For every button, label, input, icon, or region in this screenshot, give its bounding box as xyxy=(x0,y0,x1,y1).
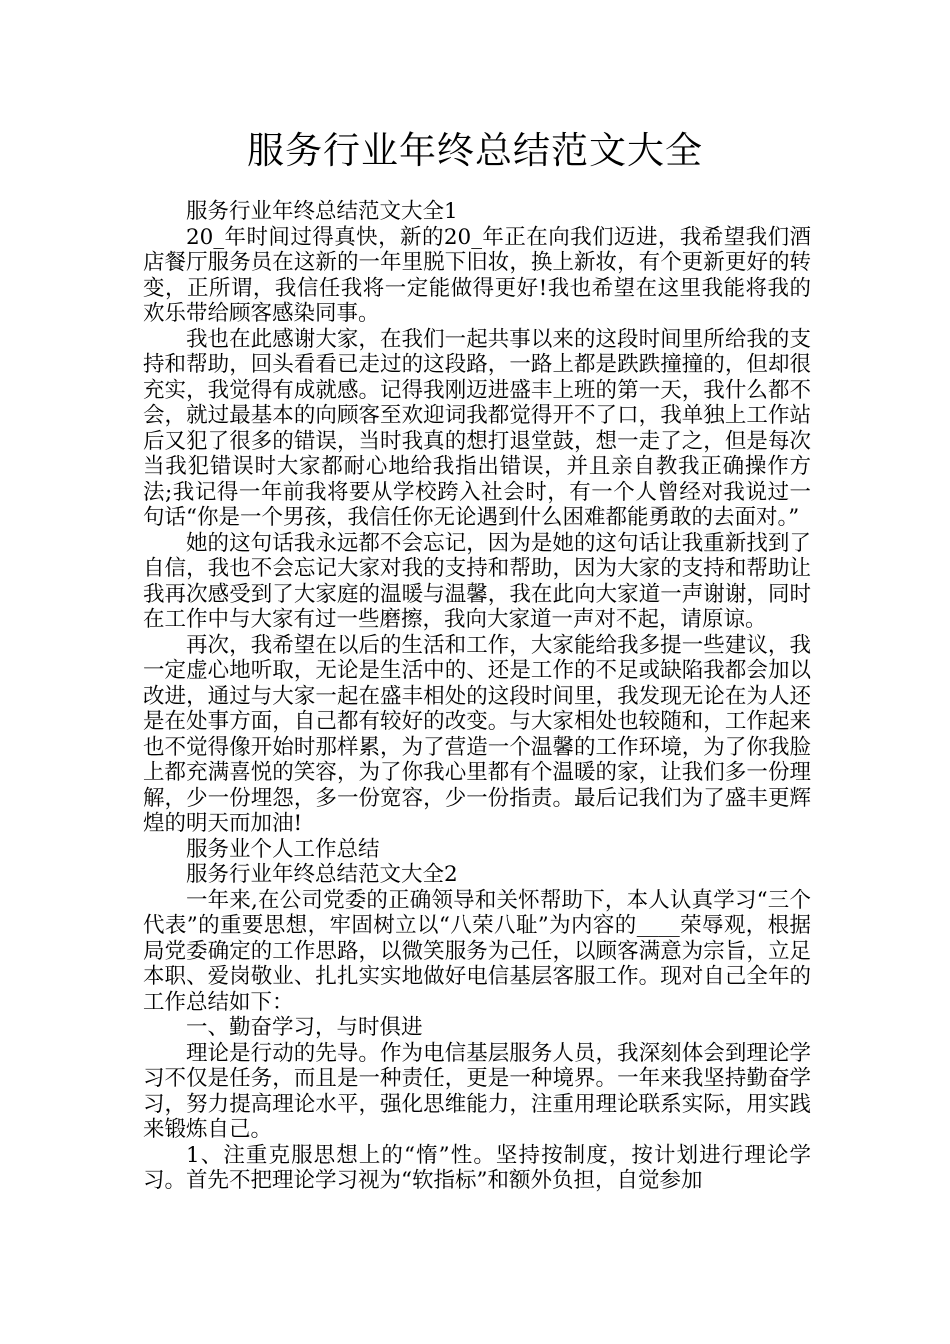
paragraph: 我也在此感谢大家，在我们一起共事以来的这段时间里所给我的支持和帮助，回头看看已走过的这段路，一路上都是跌跌撞撞的，但却很充实，我觉得有成就感。记得我刚迈进盛丰上班的第一天，我什么都不会，就过最基本的向顾客至欢迎词我都觉得开不了口，我单独上工作站后又犯了很多的错误，当时我真的想打退堂鼓，想一走了之，但是每次当我犯错误时大家都耐心地给我指出错误，并且亲自教我正确操作方法;我记得一年前我将要从学校跨入社会时，有一个人曾经对我说过一句话“你是一个男孩，我信任你无论遇到什么困难都能勇敢的去面对。” xyxy=(143,326,811,530)
paragraph: 20_年时间过得真快，新的20_年正在向我们迈进，我希望我们酒店餐厅服务员在这新的一年里脱下旧妆，换上新妆，有个更新更好的转变，正所谓，我信任我将一定能做得更好!我也希望在这里我能将我的欢乐带给顾客感染同事。 xyxy=(143,224,811,326)
subheading: 一、勤奋学习，与时俱进 xyxy=(186,1015,423,1040)
paragraph: 她的这句话我永远都不会忘记，因为是她的这句话让我重新找到了自信，我也不会忘记大家对我的支持和帮助，因为大家的支持和帮助让我再次感受到了大家庭的温暖与温馨，我在此向大家道一声谢谢，同时在工作中与大家有过一些磨擦，我向大家道一声对不起，请原谅。 xyxy=(143,530,811,632)
paragraph: 一年来,在公司党委的正确领导和关怀帮助下，本人认真学习“三个代表”的重要思想，牢固树立以“八荣八耻”为内容的____荣辱观，根据局党委确定的工作思路，以微笑服务为己任，以顾客满意为宗旨，立足本职、爱岗敬业、扎扎实实地做好电信基层客服工作。现对自己全年的工作总结如下： xyxy=(143,887,811,1015)
section-heading-1: 服务行业年终总结范文大全1 xyxy=(186,199,458,224)
paragraph: 1、注重克服思想上的“惰”性。坚持按制度，按计划进行理论学习。首先不把理论学习视为“软指标”和额外负担，自觉参加 xyxy=(143,1142,811,1193)
subheading: 服务业个人工作总结 xyxy=(186,836,380,862)
document-body xyxy=(143,199,811,1194)
section-heading-2: 服务行业年终总结范文大全2 xyxy=(186,862,458,887)
paragraph: 再次，我希望在以后的生活和工作，大家能给我多提一些建议，我一定虚心地听取，无论是生活中的、还是工作的不足或缺陷我都会加以改进，通过与大家一起在盛丰相处的这段时间里，我发现无论在为人还是在处事方面，自己都有较好的改变。与大家相处也较随和，工作起来也不觉得像开始时那样累，为了营造一个温馨的工作环境，为了你我脸上都充满喜悦的笑容，为了你我心里都有个温暖的家，让我们多一份理解，少一份埋怨，多一份宽容，少一份指责。最后记我们为了盛丰更辉煌的明天而加油! xyxy=(143,632,811,836)
document-title: 服务行业年终总结范文大全 xyxy=(247,129,703,172)
paragraph: 理论是行动的先导。作为电信基层服务人员，我深刻体会到理论学习不仅是任务，而且是一种责任，更是一种境界。一年来我坚持勤奋学习，努力提高理论水平，强化思维能力，注重用理论联系实际，用实践来锻炼自己。 xyxy=(143,1040,811,1142)
